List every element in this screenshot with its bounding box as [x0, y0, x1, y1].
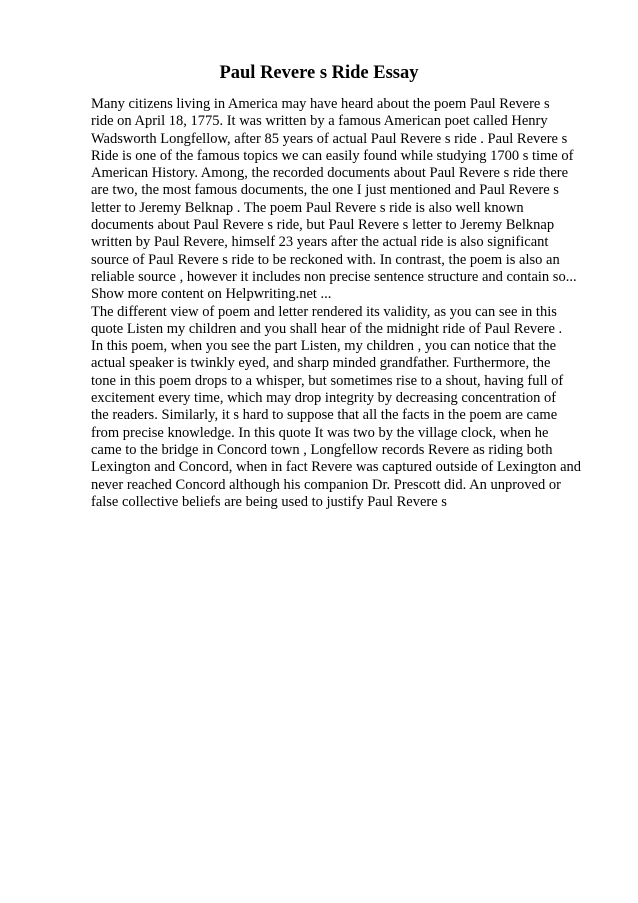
body-line: ride on April 18, 1775. It was written by a famous American poet called Henry	[91, 113, 548, 130]
body-line: In this poem, when you see the part Listen, my children , you can notice that the	[91, 338, 557, 355]
body-line: are two, the most famous documents, the one I just mentioned and Paul Revere s	[91, 182, 559, 199]
body-line: American History. Among, the recorded documents about Paul Revere s ride there	[91, 165, 569, 182]
body-line: Wadsworth Longfellow, after 85 years of actual Paul Revere s ride . Paul Revere s	[91, 130, 568, 147]
body-line: Many citizens living in America may have heard about the poem Paul Revere s	[91, 96, 550, 112]
body-line: quote Listen my children and you shall hear of the midnight ride of Paul Revere .	[91, 320, 563, 337]
body-line: came to the bridge in Concord town , Longfellow records Revere as riding both	[91, 441, 553, 458]
document-body	[91, 96, 596, 511]
body-line: The different view of poem and letter rendered its validity, as you can see in this	[91, 303, 557, 320]
body-line: excitement every time, which may drop integrity by decreasing concentration of	[91, 390, 557, 407]
body-line: source of Paul Revere s ride to be reckoned with. In contrast, the poem is also an	[91, 251, 560, 268]
body-line: the readers. Similarly, it s hard to suppose that all the facts in the poem are came	[91, 407, 558, 424]
body-line: reliable source , however it includes non precise sentence structure and contain so...	[91, 268, 577, 285]
body-line: from precise knowledge. In this quote It was two by the village clock, when he	[91, 424, 549, 441]
body-line: actual speaker is twinkly eyed, and sharp minded grandfather. Furthermore, the	[91, 355, 551, 372]
body-line: Ride is one of the famous topics we can easily found while studying 1700 s time of	[91, 147, 574, 164]
body-line: written by Paul Revere, himself 23 years after the actual ride is also significant	[91, 234, 549, 251]
show-more-link[interactable]: Show more content on Helpwriting.net ...	[91, 286, 332, 303]
body-line: letter to Jeremy Belknap . The poem Paul Revere s ride is also well known	[91, 199, 524, 216]
body-line: Lexington and Concord, when in fact Revere was captured outside of Lexington and	[91, 459, 582, 476]
body-line: never reached Concord although his companion Dr. Prescott did. An unproved or	[91, 476, 561, 493]
document-title: Paul Revere s Ride Essay	[219, 63, 419, 83]
body-line: documents about Paul Revere s ride, but Paul Revere s letter to Jeremy Belknap	[91, 217, 555, 234]
body-line: false collective beliefs are being used to justify Paul Revere s	[91, 493, 447, 510]
body-line: tone in this poem drops to a whisper, but sometimes rise to a shout, having full of	[91, 372, 564, 389]
